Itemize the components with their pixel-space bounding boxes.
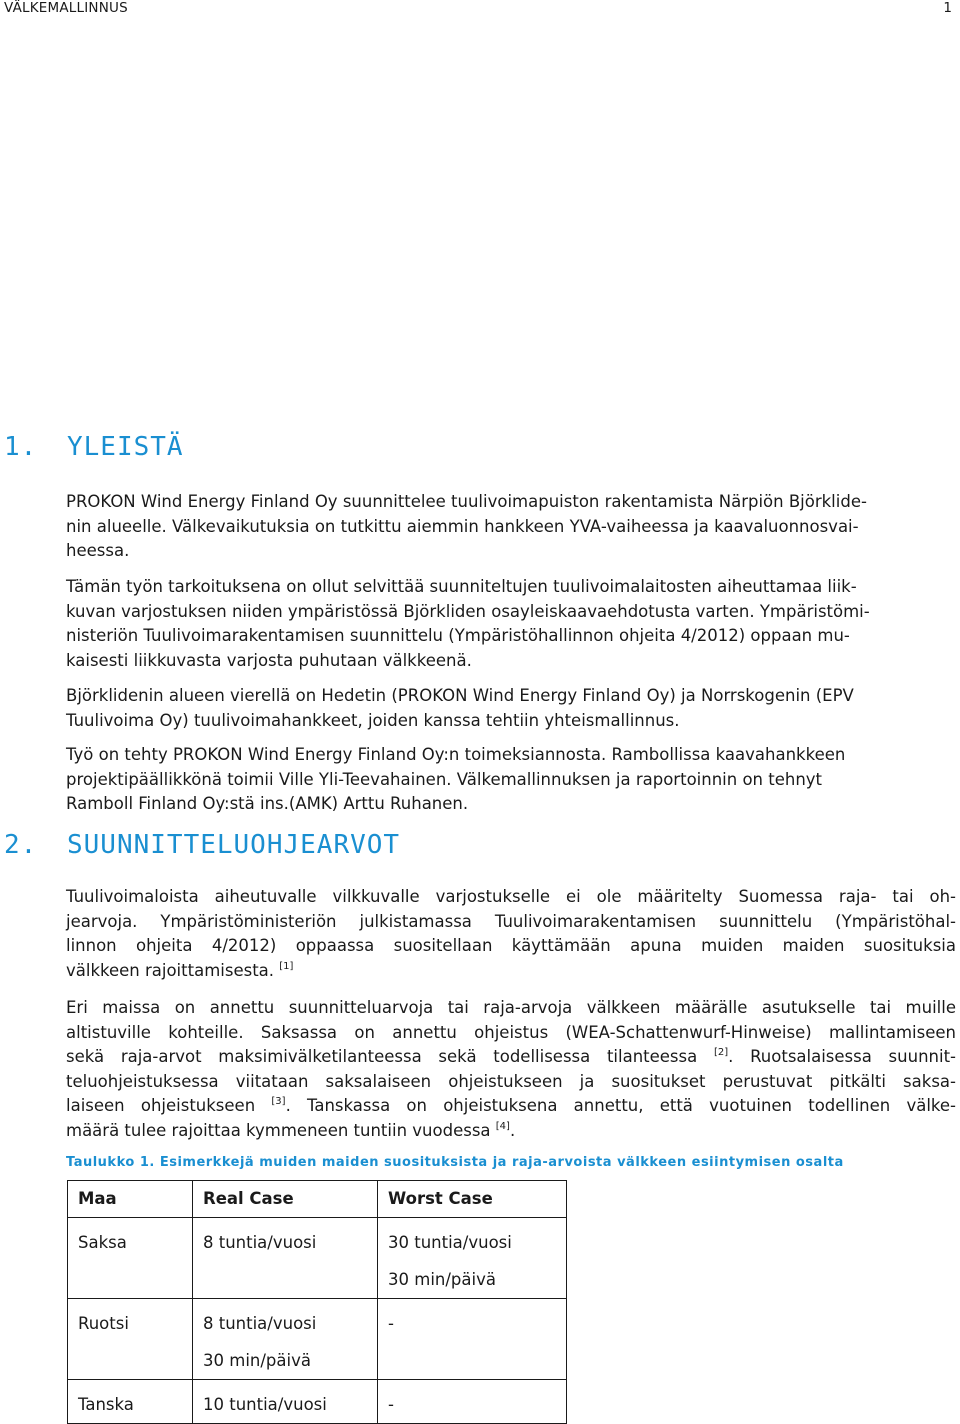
real-case-cell [193, 1380, 378, 1424]
text-fragment: . [509, 1120, 516, 1140]
table-caption: Taulukko 1. Esimerkkejä muiden maiden suosituksista ja raja-arvoista välkkeen esiintymisen osalta [66, 1155, 844, 1170]
text-line: projektipäällikkönä toimii Ville Yli-Teevahainen. Välkemallinnuksen ja raportoinnin on tehnyt [66, 769, 823, 789]
text-line: Tämän työn tarkoituksena on ollut selvittää suunniteltujen tuulivoimalaitosten aiheuttamaa liik- [66, 577, 857, 596]
section-heading-yleista [4, 432, 184, 462]
reference-marker: [2] [713, 1047, 729, 1059]
text-line: Tuulivoimaloista aiheutuvalle vilkkuvalle varjostukselle ei ole määritelty Suomessa raja- tai oh- [66, 887, 956, 906]
text-line: kaisesti liikkuvasta varjosta puhutaan välkkeenä. [66, 650, 472, 670]
cell-line: 8 tuntia/vuosi [203, 1233, 317, 1252]
cell-line: 8 tuntia/vuosi [203, 1314, 317, 1333]
cell-line: 10 tuntia/vuosi [203, 1395, 327, 1414]
cell-line: 30 min/päivä [388, 1270, 496, 1289]
cell-line: 30 tuntia/vuosi [388, 1233, 512, 1252]
real-case-cell [193, 1218, 378, 1299]
text-line [66, 1094, 956, 1119]
text-line: heessa. [66, 541, 130, 561]
running-header-title: VÄLKEMALLINNUS [4, 0, 128, 16]
table-row [68, 1380, 567, 1424]
worst-case-cell [378, 1218, 567, 1299]
section-title: SUUNNITTELUOHJEARVOT [67, 830, 401, 860]
reference-marker: [3] [271, 1096, 286, 1108]
text-line [66, 1119, 956, 1144]
paragraph [66, 684, 956, 733]
table-header-row [68, 1181, 567, 1218]
paragraph [66, 575, 956, 673]
paragraph [66, 743, 956, 817]
paragraph [66, 996, 956, 1144]
text-line: Tuulivoima Oy) tuulivoimahankkeet, joiden kanssa tehtiin yhteismallinnus. [66, 710, 680, 730]
text-fragment: . Ruotsalaisessa suunnit- [728, 1047, 956, 1067]
text-line: linnon ohjeita 4/2012) oppaassa suositellaan käyttämään apuna muiden maiden suosituksia [66, 936, 956, 956]
text-fragment: laiseen ohjeistukseen [66, 1096, 256, 1116]
text-line: nisteriön Tuulivoimarakentamisen suunnittelu (Ympäristöhallinnon ohjeita 4/2012) oppaan mu- [66, 626, 850, 646]
text-fragment: . Tanskassa on ohjeistuksena annettu, että vuotuinen todellinen välke- [285, 1096, 956, 1116]
cell-line: - [388, 1314, 394, 1333]
text-line: Björklidenin alueen vierellä on Hedetin (PROKON Wind Energy Finland Oy) ja Norrskogenin (EPV [66, 686, 854, 705]
table-row [68, 1218, 567, 1299]
paragraph [66, 490, 956, 564]
text-line: nin alueelle. Välkevaikutuksia on tutkittu aiemmin hankkeen YVA-vaiheessa ja kaavaluonnosvai- [66, 516, 859, 536]
section-number: 2. [4, 830, 38, 860]
text-line [66, 1045, 956, 1070]
real-case-cell [193, 1299, 378, 1380]
table-row [68, 1299, 567, 1380]
worst-case-cell [378, 1299, 567, 1380]
text-line: Eri maissa on annettu suunnitteluarvoja tai raja-arvoja välkkeen määrälle asutukselle tai muille [66, 998, 956, 1017]
column-header-maa: Maa [68, 1181, 193, 1218]
country-cell: Saksa [68, 1218, 193, 1299]
column-header-worst-case: Worst Case [378, 1181, 567, 1218]
cell-line: 30 min/päivä [203, 1351, 311, 1370]
text-line: PROKON Wind Energy Finland Oy suunnittelee tuulivoimapuiston rakentamista Närpiön Björklide- [66, 492, 867, 511]
text-line: jearvoja. Ympäristöministeriön julkistamassa Tuulivoimarakentamisen suunnittelu (Ympäristöhal- [66, 911, 956, 931]
text-line: Työ on tehty PROKON Wind Energy Finland Oy:n toimeksiannosta. Rambollissa kaavahankkeen [66, 745, 846, 764]
column-header-real-case: Real Case [193, 1181, 378, 1218]
page-number: 1 [943, 0, 952, 16]
country-cell: Ruotsi [68, 1299, 193, 1380]
text-line: Ramboll Finland Oy:stä ins.(AMK) Arttu Ruhanen. [66, 794, 469, 814]
reference-marker: [4] [495, 1120, 510, 1132]
section-number: 1. [4, 432, 38, 462]
text-fragment: välkkeen rajoittamisesta. [66, 960, 275, 980]
comparison-table [67, 1180, 567, 1424]
text-line: altistuville kohteille. Saksassa on annettu ohjeistus (WEA-Schattenwurf-Hinweise) mallintamiseen [66, 1022, 956, 1042]
reference-marker: [1] [279, 960, 294, 972]
section-title: YLEISTÄ [67, 432, 184, 462]
cell-line: - [388, 1395, 394, 1414]
paragraph [66, 885, 956, 983]
text-line [66, 959, 956, 984]
text-fragment: sekä raja-arvot maksimivälketilanteessa sekä todellisessa tilanteessa [66, 1047, 698, 1067]
worst-case-cell [378, 1380, 567, 1424]
country-cell: Tanska [68, 1380, 193, 1424]
section-heading-suunnitteluohjearvot [4, 830, 400, 860]
text-line: kuvan varjostuksen niiden ympäristössä Björkliden osayleiskaavaehdotusta varten. Ympäristömi- [66, 601, 870, 621]
text-fragment: määrä tulee rajoittaa kymmeneen tuntiin vuodessa [66, 1120, 491, 1140]
text-line: teluohjeistuksessa viitataan saksalaiseen ohjeistukseen ja suositukset perustuvat pitkälti saksa- [66, 1071, 956, 1091]
